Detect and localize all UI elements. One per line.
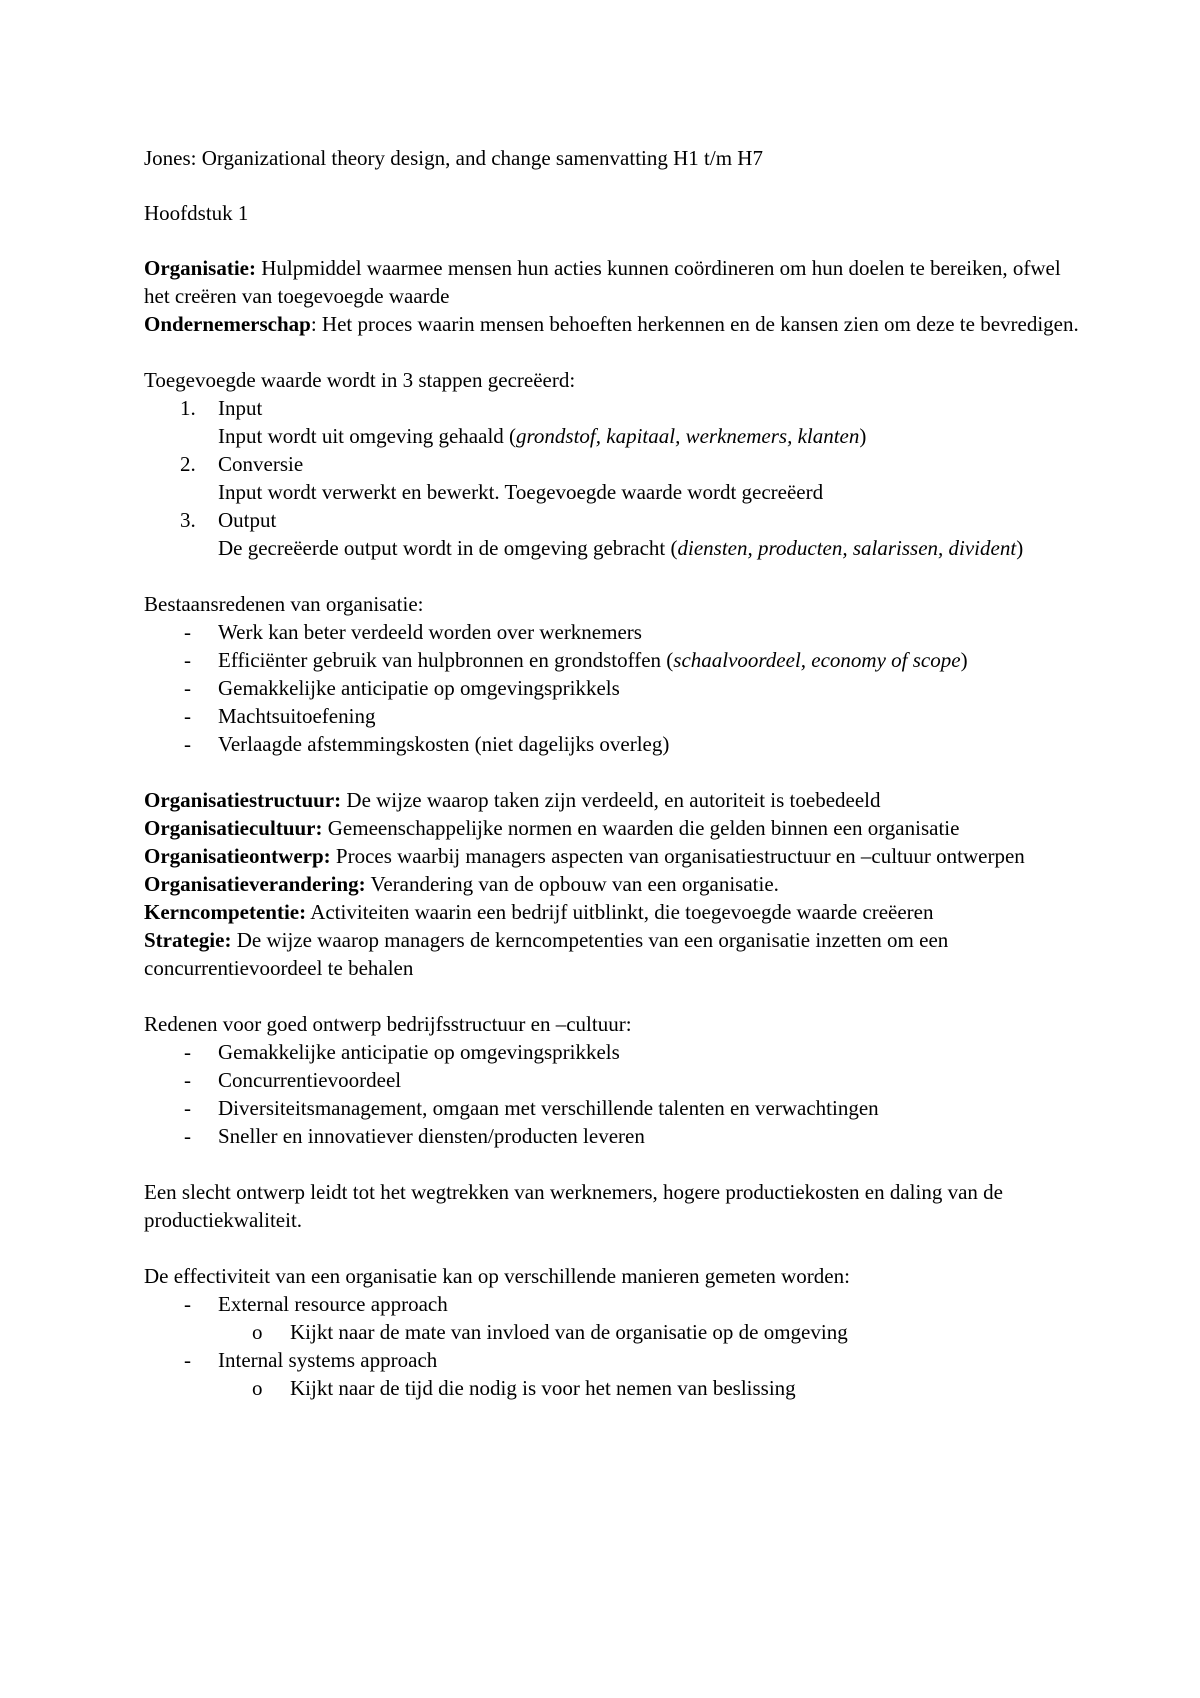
bad-design-paragraph: Een slecht ontwerp leidt tot het wegtrekken van werknemers, hogere productiekosten en daling van de productiekwaliteit. (144, 1180, 1003, 1232)
step-label: Input (218, 396, 263, 420)
definition-term: Organisatiecultuur: (144, 816, 323, 840)
definition-organisatiecultuur (144, 814, 1084, 842)
list-number: 1. (180, 396, 196, 420)
dash-bullet: - (184, 1096, 191, 1120)
definition-text: De wijze waarop managers de kerncompetenties van een organisatie inzetten om een concurrentievoordeel te behalen (144, 928, 949, 980)
circle-bullet: o (252, 1320, 263, 1344)
list-number: 2. (180, 452, 196, 476)
reasons-list (144, 618, 1084, 758)
definition-term: Strategie: (144, 928, 232, 952)
definition-organisatieverandering (144, 870, 1084, 898)
dash-bullet: - (184, 648, 191, 672)
dash-bullet: - (184, 1124, 191, 1148)
dash-bullet: - (184, 732, 191, 756)
definition-organisatie (144, 254, 1084, 310)
steps-list (144, 394, 1084, 562)
list-item: - Internal systems approach (184, 1348, 438, 1372)
circle-bullet: o (252, 1376, 263, 1400)
dash-bullet: - (184, 620, 191, 644)
definition-strategie (144, 926, 1084, 982)
effectiveness-intro: De effectiviteit van een organisatie kan op verschillende manieren gemeten worden: (144, 1264, 850, 1288)
list-item: - Concurrentievoordeel (184, 1068, 402, 1092)
definition-text: : Het proces waarin mensen behoeften herkennen en de kansen zien om deze te bevredigen. (310, 312, 1079, 336)
list-item: - Sneller en innovatiever diensten/producten leveren (184, 1124, 645, 1148)
definition-organisatiestructuur (144, 786, 1084, 814)
list-item: - External resource approach (184, 1292, 448, 1316)
dash-bullet: - (184, 704, 191, 728)
step-description: Input wordt verwerkt en bewerkt. Toegevoegde waarde wordt gecreëerd (218, 480, 824, 504)
sub-list-item: o Kijkt naar de tijd die nodig is voor het nemen van beslissing (252, 1376, 796, 1400)
definition-text: Gemeenschappelijke normen en waarden die gelden binnen een organisatie (322, 816, 960, 840)
dash-bullet: - (184, 1040, 191, 1064)
dash-bullet: - (184, 1068, 191, 1092)
definition-text: Hulpmiddel waarmee mensen hun acties kunnen coördineren om hun doelen te bereiken, ofwel het creëren van toegevoegde waarde (144, 256, 1061, 308)
definition-text: Activiteiten waarin een bedrijf uitblinkt, die toegevoegde waarde creëeren (306, 900, 934, 924)
definition-term: Organisatie: (144, 256, 256, 280)
list-item: - Efficiënter gebruik van hulpbronnen en grondstoffen (schaalvoordeel, economy of scope) (184, 648, 968, 672)
step-label: Output (218, 508, 277, 532)
list-item: - Gemakkelijke anticipatie op omgevingsprikkels (184, 1040, 620, 1064)
definition-organisatieontwerp (144, 842, 1084, 870)
step-description: Input wordt uit omgeving gehaald (grondstof, kapitaal, werknemers, klanten) (218, 424, 867, 448)
definition-term: Organisatiestructuur: (144, 788, 342, 812)
approaches-list (144, 1290, 1084, 1402)
definitions-block (144, 786, 1084, 982)
step-description: De gecreëerde output wordt in de omgeving gebracht (diensten, producten, salarissen, divident) (218, 536, 1024, 560)
chapter-heading: Hoofdstuk 1 (144, 201, 249, 225)
design-intro: Redenen voor goed ontwerp bedrijfsstructuur en –cultuur: (144, 1012, 632, 1036)
list-item: - Werk kan beter verdeeld worden over werknemers (184, 620, 642, 644)
steps-intro: Toegevoegde waarde wordt in 3 stappen gecreëerd: (144, 368, 576, 392)
list-item: - Gemakkelijke anticipatie op omgevingsprikkels (184, 676, 620, 700)
step-label: Conversie (218, 452, 304, 476)
sub-list-item: o Kijkt naar de mate van invloed van de organisatie op de omgeving (252, 1320, 848, 1344)
definition-text: Verandering van de opbouw van een organisatie. (365, 872, 779, 896)
list-item: - Verlaagde afstemmingskosten (niet dagelijks overleg) (184, 732, 670, 756)
definition-term: Organisatieverandering: (144, 872, 366, 896)
definition-ondernemerschap (144, 310, 1084, 338)
dash-bullet: - (184, 676, 191, 700)
definition-term: Organisatieontwerp: (144, 844, 331, 868)
definition-text: Proces waarbij managers aspecten van organisatiestructuur en –cultuur ontwerpen (330, 844, 1025, 868)
list-item (144, 450, 1084, 506)
reasons-intro: Bestaansredenen van organisatie: (144, 592, 424, 616)
list-number: 3. (180, 508, 196, 532)
list-item: - Machtsuitoefening (184, 704, 376, 728)
document-page (144, 144, 1084, 1402)
list-item (144, 394, 1084, 450)
definition-kerncompetentie (144, 898, 1084, 926)
dash-bullet: - (184, 1348, 191, 1372)
definition-term: Kerncompetentie: (144, 900, 307, 924)
document-title: Jones: Organizational theory design, and change samenvatting H1 t/m H7 (144, 146, 763, 170)
list-item: - Diversiteitsmanagement, omgaan met verschillende talenten en verwachtingen (184, 1096, 879, 1120)
list-item (144, 506, 1084, 562)
design-reasons-list (144, 1038, 1084, 1150)
definition-term: Ondernemerschap (144, 312, 311, 336)
dash-bullet: - (184, 1292, 191, 1316)
definition-text: De wijze waarop taken zijn verdeeld, en autoriteit is toebedeeld (341, 788, 881, 812)
